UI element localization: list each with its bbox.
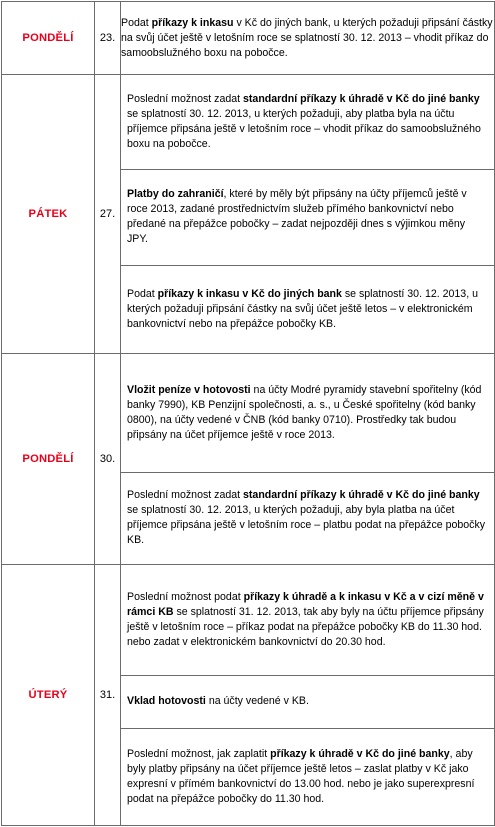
entry-text: na účty Modré pyramidy stavební spořitelny (kód banky 7990), KB Penzijní společnosti, a. s., u České spořitelny (kód banky 0800), na účty vedené v ČNB (kód banky 0710). Prostředky tak budou připsány na účet příjemce ještě v roce 2013. xyxy=(127,383,482,441)
entry-text: , aby byly platby připsány na účet příjemce ještě letos – zaslat platby v Kč jako expresní v přímém bankovnictví do 13.00 hod. nebo je jako superexpresní podat na přepážce pobočky do 11.30 hod. xyxy=(127,747,475,805)
date-cell: 31. xyxy=(95,565,121,826)
entry-text: Podat xyxy=(127,287,158,300)
entry-text: se splatností 31. 12. 2013, tak aby byly na účtu příjemce připsány ještě v letošním roce – příkaz podat na přepážce pobočky KB do 11.30 hod. nebo zadat v elektronickém bankovnictví do 20.30 hod. xyxy=(127,605,484,648)
entry-text: Podat xyxy=(121,16,152,29)
table-row xyxy=(2,354,495,565)
day-cell: PONDĚLÍ xyxy=(2,354,95,565)
table-row xyxy=(2,565,495,826)
list-item xyxy=(121,75,494,169)
day-cell: PONDĚLÍ xyxy=(2,2,95,75)
entry-emphasis: příkazy k úhradě a k inkasu v Kč a v cizí měně v rámci KB xyxy=(127,590,484,618)
list-item xyxy=(121,728,494,825)
entry-emphasis: standardní příkazy k úhradě v Kč do jiné banky xyxy=(243,489,480,502)
table-row xyxy=(2,2,495,75)
date-cell: 27. xyxy=(95,75,121,354)
entry-list xyxy=(121,75,494,353)
entry-cell xyxy=(121,728,494,825)
day-cell: ÚTERÝ xyxy=(2,565,95,826)
day-cell: PÁTEK xyxy=(2,75,95,354)
entry-group xyxy=(121,75,495,354)
entry-text: se splatností 30. 12. 2013, u kterých požaduji připsání částky na svůj účet ještě letos – v elektronickém bankovnictví nebo na přepážce pobočky KB. xyxy=(127,287,478,330)
entry-cell xyxy=(121,472,494,564)
entry-text: Poslední možnost zadat xyxy=(127,489,244,502)
entry-cell xyxy=(121,565,494,675)
entry-group xyxy=(121,565,495,826)
entry-emphasis: Vložit peníze v hotovosti xyxy=(127,383,251,396)
schedule-table xyxy=(1,1,495,826)
entry-text: v Kč do jiných bank, u kterých požaduji připsání částky na svůj účet ještě v letošním roce se splatností 30. 12. 2013 – vhodit příkaz do samoobslužného boxu na pobočce. xyxy=(121,16,493,59)
entry-cell xyxy=(121,75,494,169)
list-item xyxy=(121,472,494,564)
list-item xyxy=(121,354,494,472)
entry-text: , které by měly být připsány na účty příjemců ještě v roce 2013, zadané prostřednictvím služeb přímého bankovnictví nebo předané na přepážce pobočky – zadat nejpozději dnes s výjimkou měny JPY. xyxy=(127,188,467,245)
list-item xyxy=(121,169,494,265)
entry-cell xyxy=(121,265,494,353)
entry-emphasis: standardní příkazy k úhradě v Kč do jiné banky xyxy=(243,92,480,105)
entry-list xyxy=(121,565,494,825)
list-item xyxy=(121,565,494,675)
entry-cell xyxy=(121,169,494,265)
date-cell: 23. xyxy=(95,2,121,75)
entry-cell xyxy=(121,675,494,728)
table-row xyxy=(2,75,495,354)
entry-emphasis: příkazy k inkasu v Kč do jiných bank xyxy=(157,287,342,300)
entry-text: se splatností 30. 12. 2013, u kterých požaduji, aby platba byla na účtu příjemce připsána ještě v letošním roce – vhodit příkaz do samoobslužného boxu na pobočce. xyxy=(127,107,481,150)
schedule-body xyxy=(2,2,495,826)
entry-emphasis: Platby do zahraničí xyxy=(127,188,224,200)
list-item xyxy=(121,265,494,353)
entry-group xyxy=(121,354,495,565)
date-cell: 30. xyxy=(95,354,121,565)
entry-text: Poslední možnost podat xyxy=(127,590,244,603)
entry-emphasis: Vklad hotovosti xyxy=(127,695,206,707)
entry-cell xyxy=(121,2,495,75)
entry-text: Poslední možnost zadat xyxy=(127,92,244,105)
list-item xyxy=(121,675,494,728)
entry-emphasis: příkazy k inkasu xyxy=(151,16,234,29)
entry-text: Poslední možnost, jak zaplatit xyxy=(127,747,271,760)
entry-text: na účty vedené v KB. xyxy=(205,695,309,707)
entry-emphasis: příkazy k úhradě v Kč do jiné banky xyxy=(270,747,450,760)
entry-cell xyxy=(121,354,494,472)
entry-list xyxy=(121,354,494,564)
entry-text: se splatností 30. 12. 2013, u kterých požaduji, aby byla platba na účet příjemce připsána ještě v letošním roce – platbu podat na přepážce pobočky KB. xyxy=(127,504,486,547)
